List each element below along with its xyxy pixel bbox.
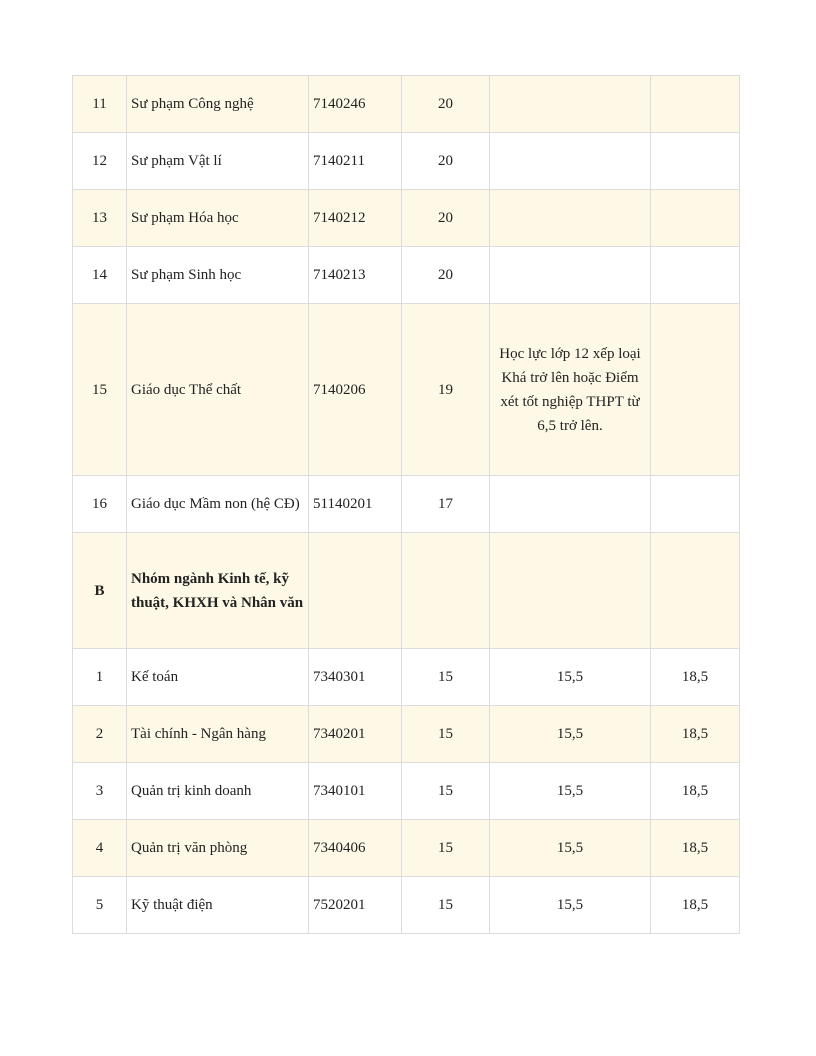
quota-value: 17 [402,476,490,533]
requirement-value [490,247,651,304]
table-row [73,476,740,533]
row-number: 4 [73,820,127,877]
table-row [73,706,740,763]
table-row [73,190,740,247]
program-name: Sư phạm Vật lí [127,133,309,190]
group-name: Nhóm ngành Kinh tế, kỹ thuật, KHXH và Nhân văn [127,533,309,649]
row-number: 15 [73,304,127,476]
table-row [73,76,740,133]
score-value: 18,5 [651,649,740,706]
table-row [73,877,740,934]
table-row [73,649,740,706]
program-code: 7520201 [309,877,402,934]
quota-value: 15 [402,649,490,706]
table-row [73,133,740,190]
quota-value: 20 [402,190,490,247]
score-value: 18,5 [651,820,740,877]
quota-value: 20 [402,133,490,190]
score-value: 18,5 [651,877,740,934]
quota-value: 15 [402,820,490,877]
requirement-value: 15,5 [490,649,651,706]
program-name: Sư phạm Sinh học [127,247,309,304]
program-code [309,533,402,649]
admissions-table [72,75,740,934]
program-name: Kỹ thuật điện [127,877,309,934]
program-name: Quản trị văn phòng [127,820,309,877]
program-code: 7140211 [309,133,402,190]
quota-value [402,533,490,649]
row-number: 2 [73,706,127,763]
score-value [651,304,740,476]
quota-value: 15 [402,706,490,763]
requirement-value: Học lực lớp 12 xếp loại Khá trở lên hoặc Điểm xét tốt nghiệp THPT từ 6,5 trở lên. [490,304,651,476]
row-number: 13 [73,190,127,247]
row-number: 5 [73,877,127,934]
program-name: Giáo dục Mầm non (hệ CĐ) [127,476,309,533]
table-row [73,763,740,820]
row-number: 14 [73,247,127,304]
quota-value: 15 [402,763,490,820]
program-code: 7140212 [309,190,402,247]
quota-value: 20 [402,247,490,304]
requirement-value [490,476,651,533]
row-number: 11 [73,76,127,133]
program-name: Quản trị kinh doanh [127,763,309,820]
requirement-value: 15,5 [490,763,651,820]
program-name: Giáo dục Thể chất [127,304,309,476]
score-value [651,76,740,133]
score-value [651,247,740,304]
program-code: 7340101 [309,763,402,820]
program-code: 7140246 [309,76,402,133]
score-value [651,476,740,533]
table-row [73,820,740,877]
program-code: 7140206 [309,304,402,476]
score-value [651,533,740,649]
score-value [651,190,740,247]
requirement-value [490,190,651,247]
program-code: 51140201 [309,476,402,533]
score-value: 18,5 [651,706,740,763]
requirement-value [490,133,651,190]
score-value [651,133,740,190]
quota-value: 19 [402,304,490,476]
group-letter: B [73,533,127,649]
program-code: 7340301 [309,649,402,706]
row-number: 3 [73,763,127,820]
row-number: 16 [73,476,127,533]
requirement-value: 15,5 [490,706,651,763]
requirement-value [490,76,651,133]
row-number: 12 [73,133,127,190]
row-number: 1 [73,649,127,706]
program-code: 7340406 [309,820,402,877]
requirement-value [490,533,651,649]
table-row [73,533,740,649]
program-name: Tài chính - Ngân hàng [127,706,309,763]
program-code: 7140213 [309,247,402,304]
table-row [73,247,740,304]
quota-value: 15 [402,877,490,934]
program-code: 7340201 [309,706,402,763]
quota-value: 20 [402,76,490,133]
table-row [73,304,740,476]
program-name: Kế toán [127,649,309,706]
score-value: 18,5 [651,763,740,820]
requirement-value: 15,5 [490,877,651,934]
program-name: Sư phạm Hóa học [127,190,309,247]
requirement-value: 15,5 [490,820,651,877]
program-name: Sư phạm Công nghệ [127,76,309,133]
